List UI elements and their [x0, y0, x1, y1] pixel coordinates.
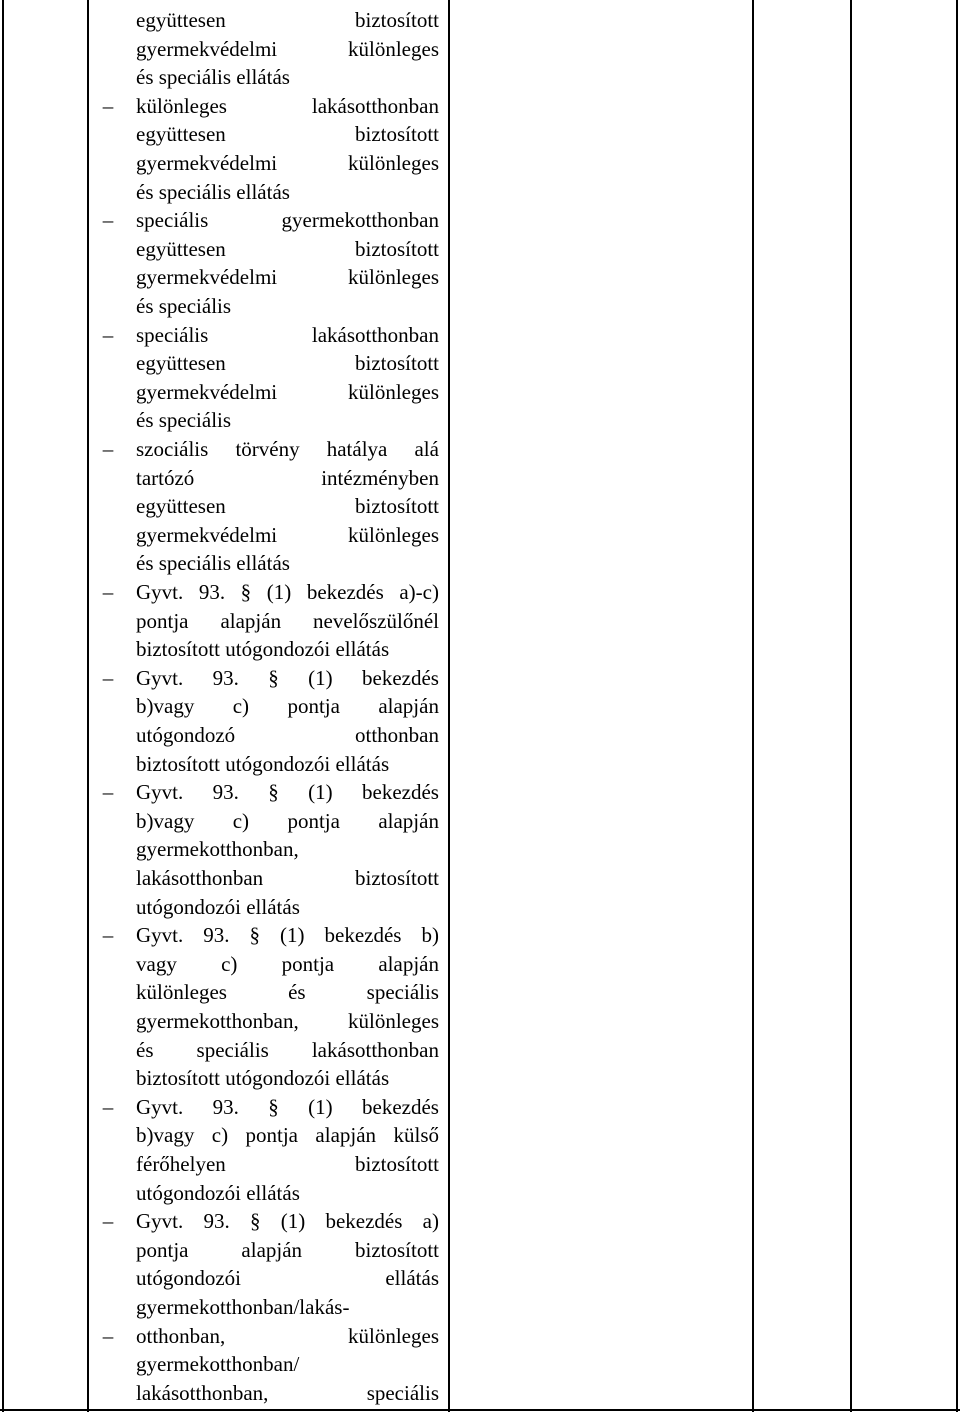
- word: utógondozói: [136, 1266, 241, 1291]
- word: (1): [266, 580, 292, 604]
- word: külső: [393, 1123, 439, 1148]
- text-line: gyermekotthonban/lakás-: [136, 1295, 350, 1319]
- word: vagy: [136, 951, 177, 976]
- word: 93.: [212, 665, 239, 690]
- word: Gyvt.: [136, 1094, 184, 1119]
- text-line: [136, 1207, 439, 1236]
- text-line: és speciális ellátás: [136, 179, 290, 204]
- word: különleges: [348, 1009, 439, 1033]
- text-line: [136, 807, 439, 836]
- word: b)vagy: [136, 694, 195, 719]
- text-line: [136, 1093, 439, 1122]
- word: intézményben: [321, 465, 439, 490]
- word: Gyvt.: [136, 923, 184, 948]
- list-dash: –: [102, 580, 114, 604]
- text-line: és speciális: [136, 294, 232, 318]
- word: c): [221, 951, 238, 976]
- word: együttesen: [136, 351, 226, 376]
- word: speciális: [366, 980, 439, 1005]
- text-line: biztosított utógondozói ellátás: [136, 1066, 390, 1091]
- word: Gyvt.: [136, 1209, 184, 1234]
- word: ellátás: [385, 1266, 439, 1291]
- word: különleges: [136, 980, 227, 1005]
- word: 93.: [203, 1209, 230, 1234]
- text-line: [136, 692, 439, 721]
- word: gyermekotthonban: [281, 208, 439, 233]
- word: (1): [280, 923, 305, 948]
- word: gyermekvédelmi: [136, 522, 278, 547]
- word: együttesen: [136, 236, 226, 261]
- word: különleges: [348, 522, 439, 547]
- list-dash: –: [102, 665, 114, 690]
- word: 93.: [212, 1094, 239, 1119]
- text-line: [136, 1007, 439, 1036]
- text-line: [136, 607, 439, 636]
- word: biztosított: [354, 1237, 439, 1262]
- text-line: [136, 435, 439, 464]
- text-line: [136, 120, 439, 149]
- text-line: [136, 664, 439, 693]
- table-left-border: [2, 0, 4, 1412]
- word: bekezdés: [306, 580, 384, 604]
- word: c): [232, 808, 250, 833]
- word: §: [249, 923, 260, 948]
- list-dash: –: [102, 1209, 114, 1234]
- word: b)vagy: [136, 1123, 195, 1148]
- word: bekezdés: [325, 1209, 403, 1234]
- word: 93.: [212, 780, 239, 805]
- word: együttesen: [136, 8, 226, 32]
- list-dash: –: [102, 322, 114, 347]
- word: együttesen: [136, 122, 226, 147]
- text-line: [136, 721, 439, 750]
- word: alapján: [315, 1123, 377, 1148]
- text-line: és speciális ellátás: [136, 551, 290, 576]
- text-line: [136, 235, 439, 264]
- word: (1): [308, 780, 333, 805]
- word: alapján: [378, 808, 439, 833]
- text-line: [136, 1236, 439, 1265]
- word: b)vagy: [136, 808, 195, 833]
- text-line: [136, 1379, 439, 1408]
- text-line: [136, 864, 439, 893]
- text-line: [136, 1036, 439, 1065]
- table-right-border: [956, 0, 958, 1412]
- text-line: [136, 578, 439, 607]
- word: (1): [280, 1209, 306, 1234]
- word: pontja: [245, 1123, 298, 1148]
- word: lakásotthonban: [136, 866, 264, 890]
- word: speciális: [136, 322, 209, 347]
- text-line: [136, 492, 439, 521]
- text-line: és speciális ellátás: [136, 65, 290, 90]
- word: pontja: [287, 694, 340, 719]
- list-dash: –: [102, 437, 114, 461]
- text-line: [136, 1121, 439, 1150]
- word: biztosított: [355, 236, 439, 261]
- text-line: és speciális: [136, 408, 232, 433]
- list-dash: –: [102, 1323, 114, 1348]
- word: különleges: [348, 36, 439, 61]
- text-line: biztosított utógondozói ellátás: [136, 637, 390, 662]
- word: különleges: [348, 265, 439, 290]
- text-line: [136, 35, 439, 64]
- text-line: [136, 464, 439, 493]
- word: alá: [414, 437, 439, 461]
- word: pontja: [281, 951, 335, 976]
- word: (1): [308, 665, 333, 690]
- word: pontja: [136, 1237, 189, 1262]
- text-line: [136, 6, 439, 35]
- word: tartózó: [136, 465, 195, 490]
- word: b): [421, 923, 439, 948]
- word: gyermekvédelmi: [136, 265, 278, 290]
- word: törvény: [235, 437, 300, 461]
- word: biztosított: [355, 8, 439, 32]
- word: nevelőszülőnél: [313, 608, 439, 633]
- table-column-divider-4: [850, 0, 852, 1412]
- word: bekezdés: [324, 923, 402, 948]
- word: gyermekotthonban,: [136, 1009, 299, 1033]
- word: biztosított: [355, 122, 439, 147]
- word: és: [136, 1037, 154, 1062]
- word: különleges: [348, 1323, 439, 1348]
- word: együttesen: [136, 494, 226, 519]
- text-line: [136, 1264, 439, 1293]
- word: speciális: [136, 208, 209, 233]
- list-dash: –: [102, 93, 114, 118]
- text-line: utógondozói ellátás: [136, 1180, 300, 1205]
- text-line: gyermekotthonban,: [136, 837, 299, 862]
- word: §: [268, 1094, 279, 1119]
- list-dash: –: [102, 780, 114, 805]
- word: c): [211, 1123, 229, 1148]
- word: különleges: [348, 151, 439, 175]
- word: lakásotthonban: [311, 1037, 439, 1062]
- word: speciális: [196, 1037, 269, 1062]
- word: alapján: [378, 694, 439, 719]
- word: §: [240, 580, 252, 604]
- table-column-divider-3: [752, 0, 754, 1412]
- word: biztosított: [355, 494, 439, 519]
- text-line: [136, 263, 439, 292]
- word: speciális: [366, 1380, 439, 1405]
- word: lakásotthonban,: [136, 1380, 269, 1405]
- word: férőhelyen: [136, 1152, 226, 1176]
- word: otthonban,: [136, 1323, 226, 1348]
- text-line: [136, 921, 439, 950]
- word: különleges: [136, 93, 227, 118]
- word: pontja: [136, 608, 189, 633]
- word: bekezdés: [362, 665, 439, 690]
- word: gyermekvédelmi: [136, 36, 278, 61]
- word: §: [268, 665, 279, 690]
- text-line: [136, 378, 439, 407]
- text-line: [136, 92, 439, 121]
- word: lakásotthonban: [311, 93, 439, 118]
- word: a): [422, 1209, 439, 1234]
- table-bottom-border: [0, 1409, 960, 1411]
- word: biztosított: [355, 866, 439, 890]
- word: a)-c): [399, 580, 439, 604]
- word: és: [288, 980, 306, 1005]
- word: lakásotthonban: [311, 322, 439, 347]
- word: biztosított: [355, 1152, 439, 1176]
- text-line: [136, 950, 439, 979]
- word: §: [268, 780, 279, 805]
- table-column-divider-1: [87, 0, 89, 1412]
- word: biztosított: [355, 351, 439, 376]
- word: alapján: [378, 951, 439, 976]
- word: különleges: [348, 379, 439, 404]
- list-dash: –: [102, 208, 114, 233]
- word: gyermekvédelmi: [136, 151, 278, 175]
- text-line: [136, 521, 439, 550]
- text-line: [136, 206, 439, 235]
- text-line: [136, 321, 439, 350]
- text-line: biztosított utógondozói ellátás: [136, 751, 390, 776]
- list-dash: –: [102, 1094, 114, 1119]
- word: Gyvt.: [136, 580, 184, 604]
- word: §: [249, 1209, 261, 1234]
- table-column-divider-2: [448, 0, 450, 1412]
- word: pontja: [287, 808, 340, 833]
- text-line: [136, 978, 439, 1007]
- word: 93.: [198, 580, 226, 604]
- word: gyermekvédelmi: [136, 379, 278, 404]
- word: c): [232, 694, 250, 719]
- text-line: utógondozói ellátás: [136, 894, 300, 919]
- word: (1): [308, 1094, 333, 1119]
- text-line: [136, 349, 439, 378]
- text-line: [136, 149, 439, 178]
- word: 93.: [203, 923, 230, 948]
- text-line: [136, 778, 439, 807]
- word: otthonban: [355, 723, 439, 747]
- word: Gyvt.: [136, 665, 184, 690]
- word: bekezdés: [362, 1094, 439, 1119]
- word: utógondozó: [136, 723, 236, 747]
- word: alapján: [220, 608, 282, 633]
- word: Gyvt.: [136, 780, 184, 805]
- list-dash: –: [102, 923, 114, 948]
- word: alapján: [241, 1237, 303, 1262]
- word: bekezdés: [362, 780, 439, 805]
- text-line: [136, 1150, 439, 1179]
- word: hatálya: [326, 437, 388, 461]
- text-line: gyermekotthonban/: [136, 1352, 300, 1377]
- text-line: [136, 1322, 439, 1351]
- word: szociális: [136, 437, 209, 461]
